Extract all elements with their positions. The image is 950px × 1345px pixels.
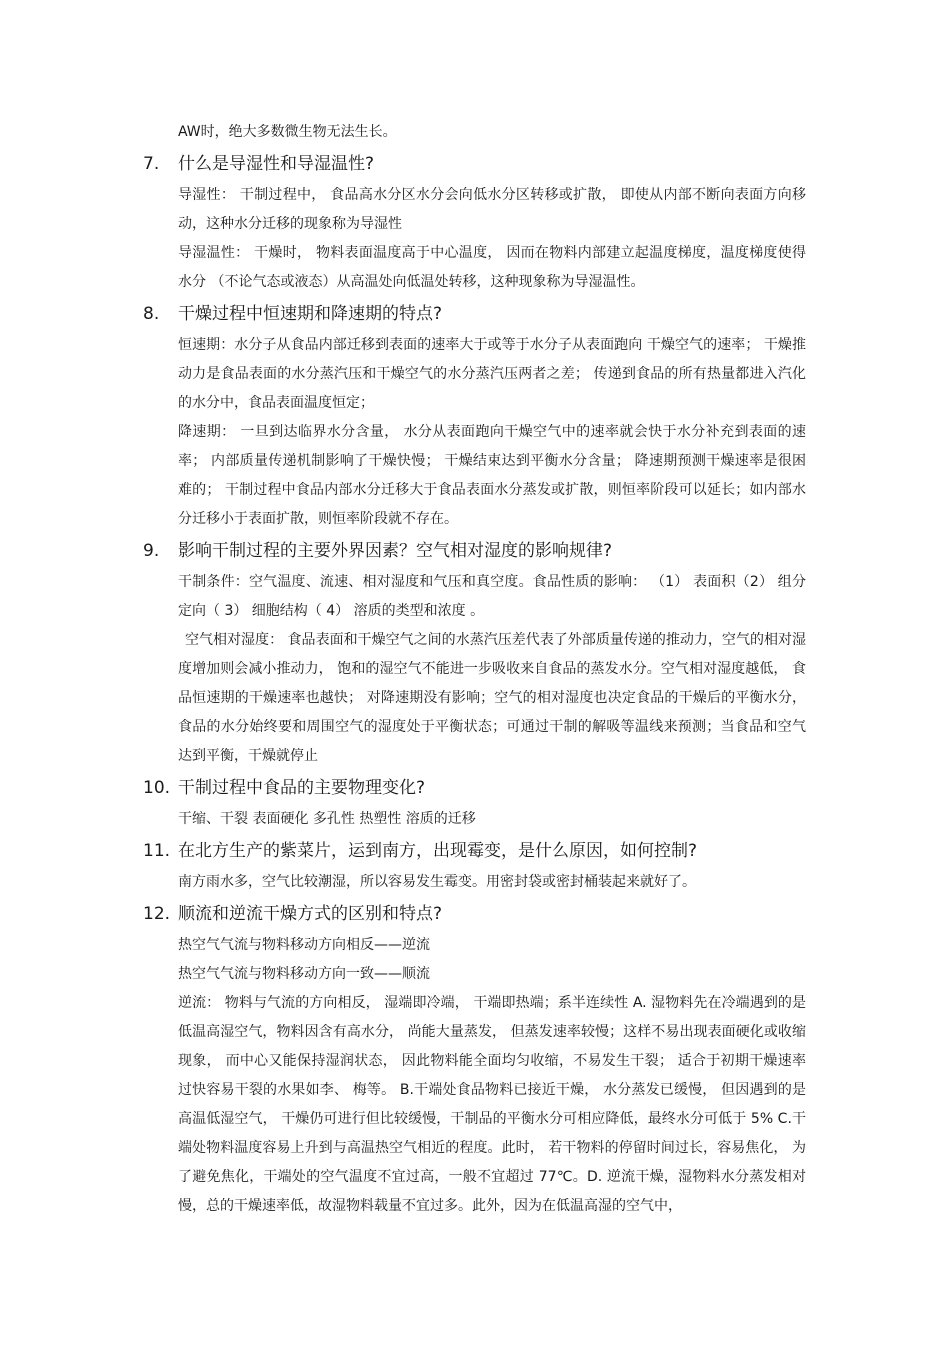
answer-paragraph: 热空气气流与物料移动方向相反——逆流 [178, 937, 430, 953]
answer-paragraph: 导湿性： 干制过程中， 食品高水分区水分会向低水分区转移或扩散， 即使从内部不断向表面方向移动，这种水分迁移的现象称为导湿性 [178, 187, 806, 232]
answer-paragraph: 导湿温性： 干燥时， 物料表面温度高于中心温度， 因而在物料内部建立起温度梯度，温度梯度使得水分 （不论气态或液态）从高温处向低温处转移，这种现象称为导湿温性。 [178, 245, 806, 290]
question-title: 影响干制过程的主要外界因素？空气相对湿度的影响规律? [178, 541, 613, 561]
answer-paragraph: 空气相对湿度： 食品表面和干燥空气之间的水蒸汽压差代表了外部质量传递的推动力，空气的相对湿度增加则会减小推动力， 饱和的湿空气不能进一步吸收来自食品的蒸发水分。空气相对湿度越低， 食品恒速期的干燥速率也越快； 对降速期没有影响；空气的相对湿度也决定食品的干燥后的平衡水分， 食品的水分始终要和周围空气的湿度处于平衡状态；可通过干制的解吸等温线来预测；当食品和空气达到平衡，干燥就停止 [178, 632, 806, 764]
question-number: 8. [143, 304, 160, 324]
question-number: 9. [143, 541, 160, 561]
answer-paragraph: 恒速期：水分子从食品内部迁移到表面的速率大于或等于水分子从表面跑向 干燥空气的速率； 干燥推动力是食品表面的水分蒸汽压和干燥空气的水分蒸汽压两者之差； 传递到食品的所有热量都进入汽化的水分中，食品表面温度恒定； [178, 337, 806, 411]
question-title: 干燥过程中恒速期和降速期的特点? [178, 304, 443, 324]
question-title: 在北方生产的紫菜片，运到南方，出现霉变，是什么原因，如何控制? [178, 841, 698, 861]
question-title: 干制过程中食品的主要物理变化? [178, 778, 426, 798]
question-8 [0, 297, 950, 331]
answer-paragraph: 热空气气流与物料移动方向一致——顺流 [178, 966, 430, 982]
question-10 [0, 771, 950, 805]
answer-paragraph: 南方雨水多，空气比较潮湿，所以容易发生霉变。用密封袋或密封桶装起来就好了。 [178, 874, 696, 890]
answer-paragraph: 逆流： 物料与气流的方向相反， 湿端即冷端， 干端即热端；系半连续性 A. 湿物料先在冷端遇到的是低温高湿空气，物料因含有高水分， 尚能大量蒸发， 但蒸发速率较慢；这样不易出现表面硬化或收缩现象， 而中心又能保持湿润状态， 因此物料能全面均匀收缩，不易发生干裂； 适合于初期干燥速率过快容易干裂的水果如李、 梅等。 B.干端处食品物料已接近干燥， 水分蒸发已缓慢， 但因遇到的是高温低湿空气， 干燥仍可进行但比较缓慢，干制品的平衡水分可相应降低，最终水分可低于 5% C.干端处物料温度容易上升到与高温热空气相近的程度。此时， 若干物料的停留时间过长，容易焦化， 为了避免焦化，干端处的空气温度不宜过高，一般不宜超过 77℃。D. 逆流干燥，湿物料水分蒸发相对慢，总的干燥速率低，故湿物料载量不宜过多。此外，因为在低温高湿的空气中， [178, 995, 806, 1214]
question-12 [0, 897, 950, 931]
question-number: 7. [143, 154, 160, 174]
question-9 [0, 534, 950, 568]
question-title: 什么是导湿性和导湿温性? [178, 154, 375, 174]
question-title: 顺流和逆流干燥方式的区别和特点? [178, 904, 443, 924]
question-number: 11. [143, 841, 171, 861]
question-11 [0, 834, 950, 868]
document-content [0, 118, 950, 1221]
intro-line: AW时，绝大多数微生物无法生长。 [178, 124, 397, 140]
answer-paragraph: 干缩、干裂 表面硬化 多孔性 热塑性 溶质的迁移 [178, 811, 476, 827]
question-number: 12. [143, 904, 171, 924]
answer-paragraph: 干制条件：空气温度、流速、相对湿度和气压和真空度。食品性质的影响： （1） 表面积（2） 组分定向（ 3） 细胞结构（ 4） 溶质的类型和浓度 。 [178, 574, 806, 619]
answer-paragraph: 降速期： 一旦到达临界水分含量， 水分从表面跑向干燥空气中的速率就会快于水分补充到表面的速率； 内部质量传递机制影响了干燥快慢； 干燥结束达到平衡水分含量； 降速期预测干燥速率是很困难的； 干制过程中食品内部水分迁移大于食品表面水分蒸发或扩散，则恒率阶段可以延长；如内部水分迁移小于表面扩散，则恒率阶段就不存在。 [178, 424, 806, 527]
question-7 [0, 147, 950, 181]
question-number: 10. [143, 778, 171, 798]
